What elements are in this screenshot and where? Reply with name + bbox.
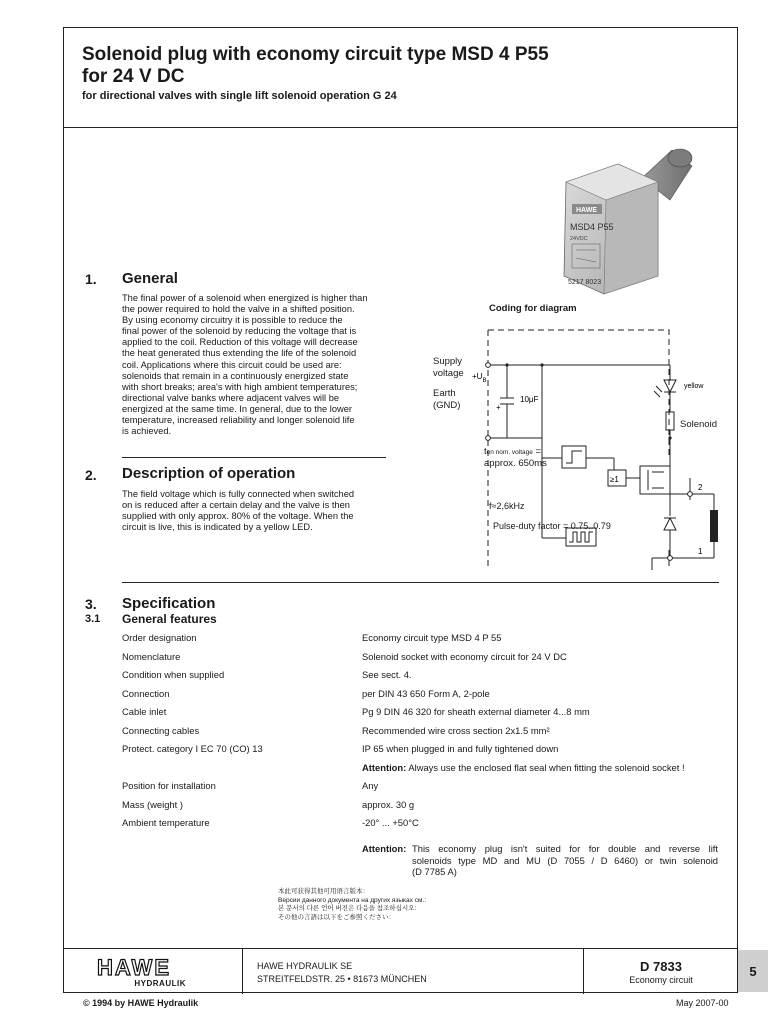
text-line: その他の言語は以下をご参照ください： — [278, 913, 395, 921]
spec-value: -20° ... +50°C — [362, 817, 419, 828]
attention-label: Attention: — [362, 762, 407, 773]
spec-value — [362, 762, 722, 773]
product-photo — [554, 138, 694, 298]
section-3-title: Specification — [122, 595, 216, 612]
ton-value: approx. 650ms — [484, 458, 547, 469]
text-line: (GND) — [433, 399, 461, 411]
section-3-number: 3. — [85, 596, 97, 612]
coil-symbol — [710, 510, 718, 542]
logo-text: HAWE — [97, 955, 171, 980]
spec-value: Economy circuit type MSD 4 P 55 — [362, 632, 502, 643]
text-line: The final power of a solenoid when energized is higher than — [122, 293, 368, 303]
spec-value: Any — [362, 780, 379, 791]
spec-label: Connection — [122, 688, 170, 699]
text-line: Earth — [433, 388, 456, 399]
text-line: solenoids that remain in a continuously energized state — [122, 370, 349, 381]
photo-code-label: 5217 8023 — [568, 279, 602, 286]
solenoid-label: Solenoid — [680, 419, 717, 430]
section-2-number: 2. — [85, 467, 97, 483]
comparator-label: ≥1 — [610, 475, 619, 484]
text-line: Supply — [433, 356, 463, 367]
spec-value: Pg 9 DIN 46 320 for sheath external diameter 4...8 mm — [362, 706, 590, 717]
spec-label: Condition when supplied — [122, 669, 225, 680]
duty-factor-label: Pulse-duty factor = 0.75..0.79 — [493, 521, 611, 531]
section-divider — [122, 457, 386, 458]
page-number-tab: 5 — [738, 950, 768, 992]
circuit-diagram — [432, 320, 724, 570]
hawe-logo — [82, 957, 186, 988]
photo-voltage-label: 24VDC — [570, 236, 588, 242]
text-line: the power required to hold the valve in a shifted position. — [122, 304, 355, 315]
section-divider — [122, 582, 719, 583]
section-1-title: General — [122, 270, 178, 287]
text-line: applied to the coil. Reduction of this voltage will decrease — [122, 337, 358, 348]
text-line: on nom. voltage — [486, 449, 533, 456]
pin-1-label: 1 — [698, 547, 703, 556]
text-line: supplied with only approx. 80% of the voltage. When the — [122, 511, 354, 522]
issue-date: May 2007-00 — [676, 998, 729, 1008]
general-paragraph — [122, 293, 388, 437]
text-line: The field voltage which is fully connected when switched — [122, 489, 355, 499]
document-number: D 7833 — [640, 959, 682, 974]
ton-label — [484, 446, 547, 469]
pin-2-label: 2 — [698, 483, 703, 492]
capacitor-label: 10μF — [520, 395, 539, 404]
photo-brand-label: HAWE — [576, 207, 597, 214]
earth-label — [433, 388, 460, 411]
text-line: 본 문서의 다른 언어 버전은 다음을 참조하십시오: — [278, 905, 417, 912]
subsection-number: 3.1 — [85, 613, 101, 625]
page-title — [82, 44, 549, 88]
capacitor-plus: + — [496, 403, 501, 412]
spec-label: Order designation — [122, 632, 197, 643]
text-line: voltage — [433, 367, 464, 379]
ub-label: $+U_B$ — [472, 372, 487, 384]
text-line: solenoids type MD and MU (D 7055 / D 6460) or twin solenoid — [412, 854, 718, 866]
title-block — [64, 28, 737, 128]
spec-label: Cable inlet — [122, 706, 167, 717]
spec-value: Recommended wire cross section 2x1.5 mm² — [362, 725, 550, 736]
section-1-number: 1. — [85, 271, 97, 287]
spec-value: approx. 30 g — [362, 799, 415, 810]
text-line: directional valve banks where adjacent valves will be — [122, 392, 340, 403]
subsection-title: General features — [122, 612, 217, 626]
page-frame — [63, 27, 738, 993]
spec-value: See sect. 4. — [362, 669, 412, 680]
text-line: Версии данного документа на других языках см.: — [278, 896, 427, 904]
document-description: Economy circuit — [629, 975, 693, 985]
title-line-1: Solenoid plug with economy circuit type MSD 4 P55 — [82, 44, 549, 65]
text-line: energized at the same time. In general, due to the lower — [122, 403, 352, 414]
footer-divider — [242, 949, 243, 994]
spec-label: Ambient temperature — [122, 817, 210, 828]
operation-paragraph — [122, 489, 388, 533]
supply-voltage-label — [433, 356, 464, 379]
ton-formula — [484, 446, 547, 458]
attention-text: Always use the enclosed flat seal when fitting the solenoid socket ! — [406, 762, 685, 773]
photo-model-label: MSD4 P55 — [570, 222, 614, 232]
frequency-label: f≈2,6kHz — [489, 501, 525, 511]
spec-label: Mass (weight ) — [122, 799, 183, 810]
text-line: 本此可获得其他可用语言版本： — [278, 888, 369, 895]
text-line: final power of the solenoid by reducing the voltage that is — [122, 326, 357, 337]
diagram-heading: Coding for diagram — [489, 303, 577, 314]
text-line: coil. Applications where this circuit could be used are: — [122, 359, 342, 370]
text-line: temperature, increased reliability and longer solenoid life — [122, 415, 355, 426]
spec-value: Solenoid socket with economy circuit for 24 V DC — [362, 651, 567, 662]
text-line: (D 7785 A) — [412, 866, 457, 877]
text-line: the heat generated thus extending the life of the solenoid — [122, 348, 357, 359]
enclosure-top — [488, 330, 669, 455]
led-label: yellow — [684, 383, 704, 390]
spec-value: IP 65 when plugged in and fully tightened down — [362, 743, 559, 754]
copyright: © 1994 by HAWE Hydraulik — [83, 998, 199, 1008]
text-line: on is reduced after a certain delay and the valve is then — [122, 500, 350, 511]
company-name: HAWE HYDRAULIK SE — [257, 961, 353, 971]
spec-label: Nomenclature — [122, 651, 181, 662]
spec-label: Connecting cables — [122, 725, 200, 736]
page-subtitle: for directional valves with single lift solenoid operation G 24 — [82, 90, 397, 102]
attention-note — [412, 843, 718, 878]
text-line: with short breaks; area's with high ambient temperatures; — [122, 381, 358, 392]
text-line: circuit is live, this is indicated by a yellow LED. — [122, 522, 313, 533]
text-line: t — [484, 446, 487, 457]
text-line: is achieved. — [122, 426, 172, 437]
text-line: This economy plug isn't suited for for double and reverse lift — [412, 843, 718, 854]
company-address: STREITFELDSTR. 25 • 81673 MÜNCHEN — [257, 974, 427, 984]
spec-label: Position for installation — [122, 780, 216, 791]
multilanguage-notice — [278, 888, 426, 922]
section-2-title: Description of operation — [122, 465, 296, 482]
attention-label: Attention: — [362, 843, 407, 854]
footer — [64, 948, 737, 994]
spec-label: Protect. category I EC 70 (CO) 13 — [122, 743, 263, 754]
spec-value: per DIN 43 650 Form A, 2-pole — [362, 688, 490, 699]
title-line-2: for 24 V DC — [82, 66, 185, 87]
text-line: = — [535, 446, 542, 457]
logo-subtext: HYDRAULIK — [134, 979, 186, 988]
text-line: By using economy circuitry it is possible to reduce the — [122, 315, 343, 326]
